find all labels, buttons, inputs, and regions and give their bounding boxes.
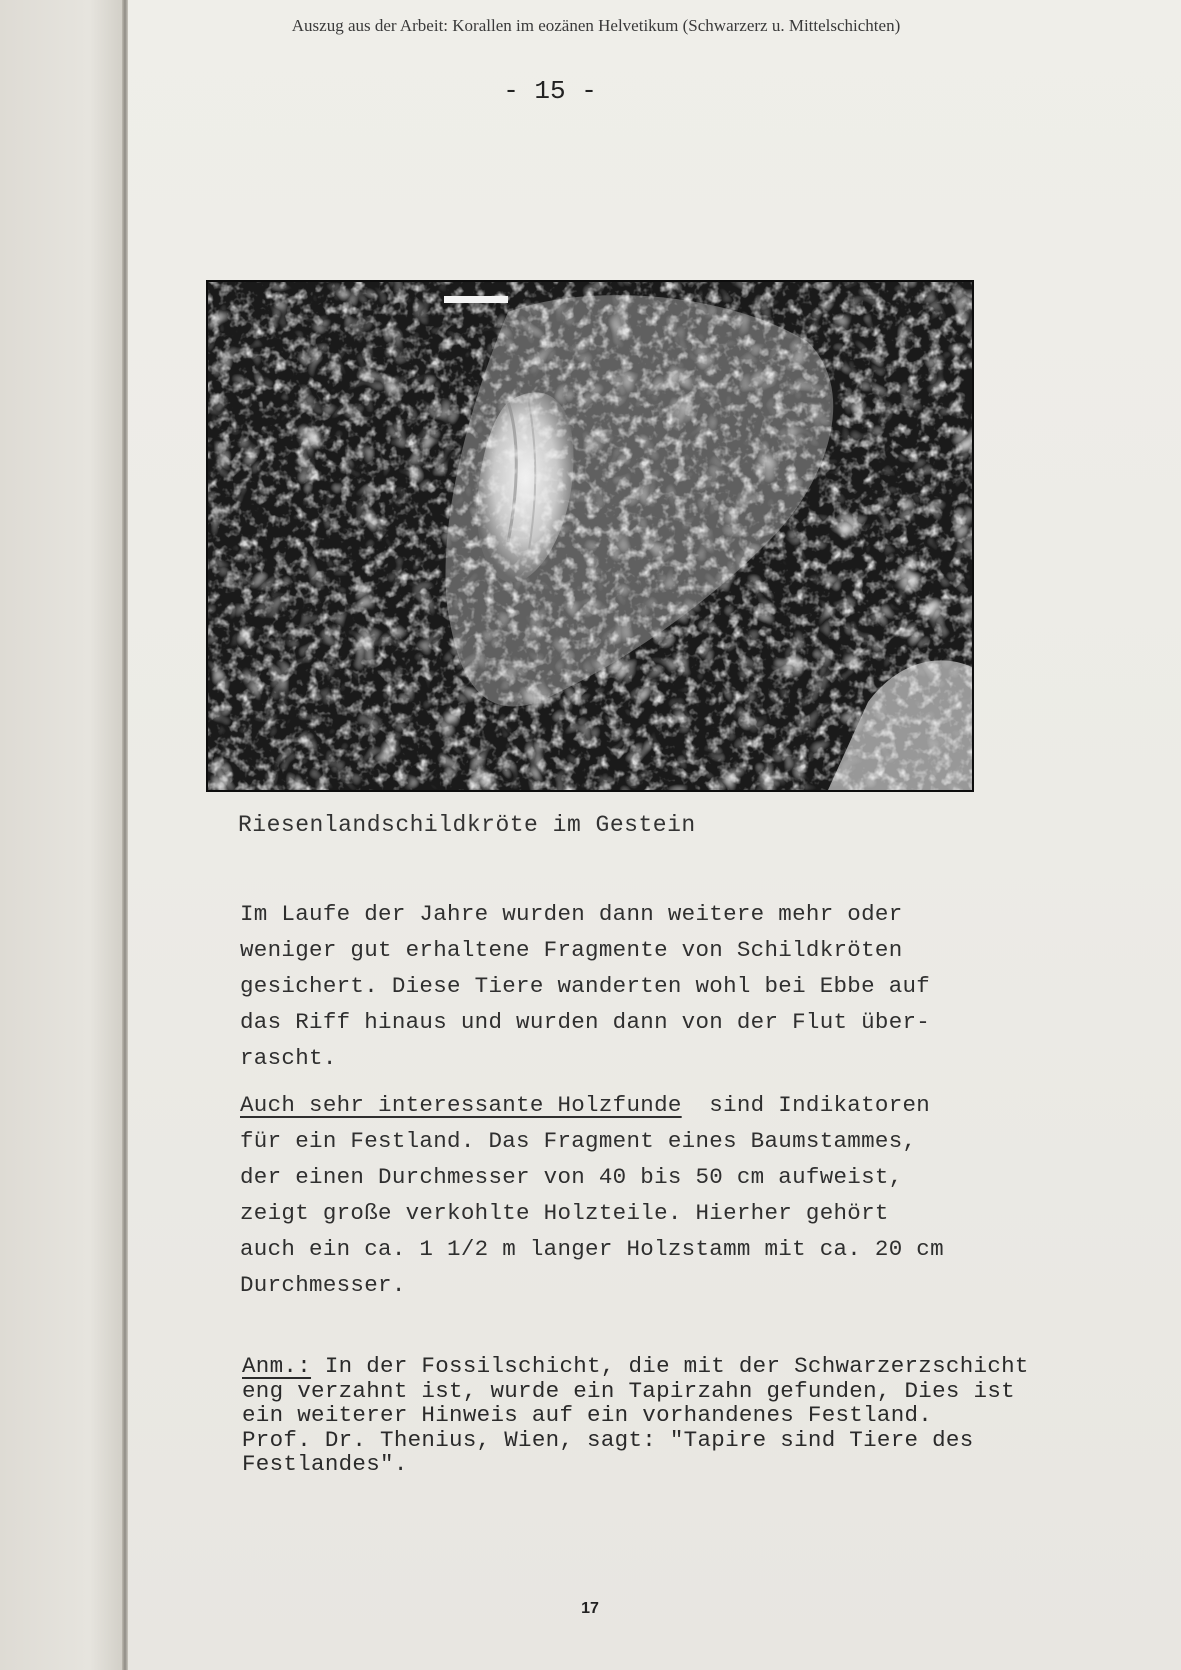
- text-line: für ein Festland. Das Fragment eines Baumstammes,: [240, 1128, 917, 1154]
- text-line: [242, 1354, 1092, 1379]
- paragraph-wood-finds: [240, 1087, 1040, 1303]
- text-line: rascht.: [240, 1045, 337, 1071]
- note-first-rest: In der Fossilschicht, die mit der Schwarzerzschicht: [311, 1353, 1029, 1379]
- facing-page-edge: [0, 0, 128, 1670]
- text-line: das Riff hinaus und wurden dann von der Flut über-: [240, 1009, 931, 1035]
- note-label: Anm.:: [242, 1353, 312, 1379]
- text-line: eng verzahnt ist, wurde ein Tapirzahn gefunden, Dies ist: [242, 1377, 1015, 1404]
- folio-number: 17: [581, 1600, 599, 1617]
- text-line: gesichert. Diese Tiere wanderten wohl bei Ebbe auf: [240, 973, 931, 999]
- text-line: Durchmesser.: [240, 1272, 406, 1298]
- text-line: der einen Durchmesser von 40 bis 50 cm aufweist,: [240, 1164, 903, 1190]
- photo-caption: Riesenlandschildkröte im Gestein: [238, 812, 696, 838]
- underlined-lead: Auch sehr interessante Holzfunde: [240, 1092, 682, 1118]
- text-line: zeigt große verkohlte Holzteile. Hierher gehört: [240, 1200, 889, 1226]
- lead-rest: sind Indikatoren: [681, 1092, 931, 1118]
- text-line: [240, 1087, 1040, 1123]
- text-line: Im Laufe der Jahre wurden dann weitere mehr oder: [240, 901, 903, 927]
- text-line: ein weiterer Hinweis auf ein vorhandenes Festland.: [242, 1402, 933, 1428]
- text-line: Prof. Dr. Thenius, Wien, sagt: "Tapire sind Tiere des: [242, 1426, 974, 1453]
- paragraph-turtle-fragments: [240, 896, 1040, 1076]
- text-line: auch ein ca. 1 1/2 m langer Holzstamm mit ca. 20 cm: [240, 1236, 944, 1262]
- fossil-photograph: [206, 280, 974, 792]
- running-header: Auszug aus der Arbeit: Korallen im eozänen Helvetikum (Schwarzerz u. Mittelschichten): [291, 16, 901, 35]
- text-line: Festlandes".: [242, 1451, 408, 1477]
- footnote-anm: [242, 1354, 1092, 1477]
- rock-texture-image: [208, 282, 972, 790]
- text-line: weniger gut erhaltene Fragmente von Schildkröten: [240, 937, 903, 963]
- typed-page-number: - 15 -: [503, 76, 597, 106]
